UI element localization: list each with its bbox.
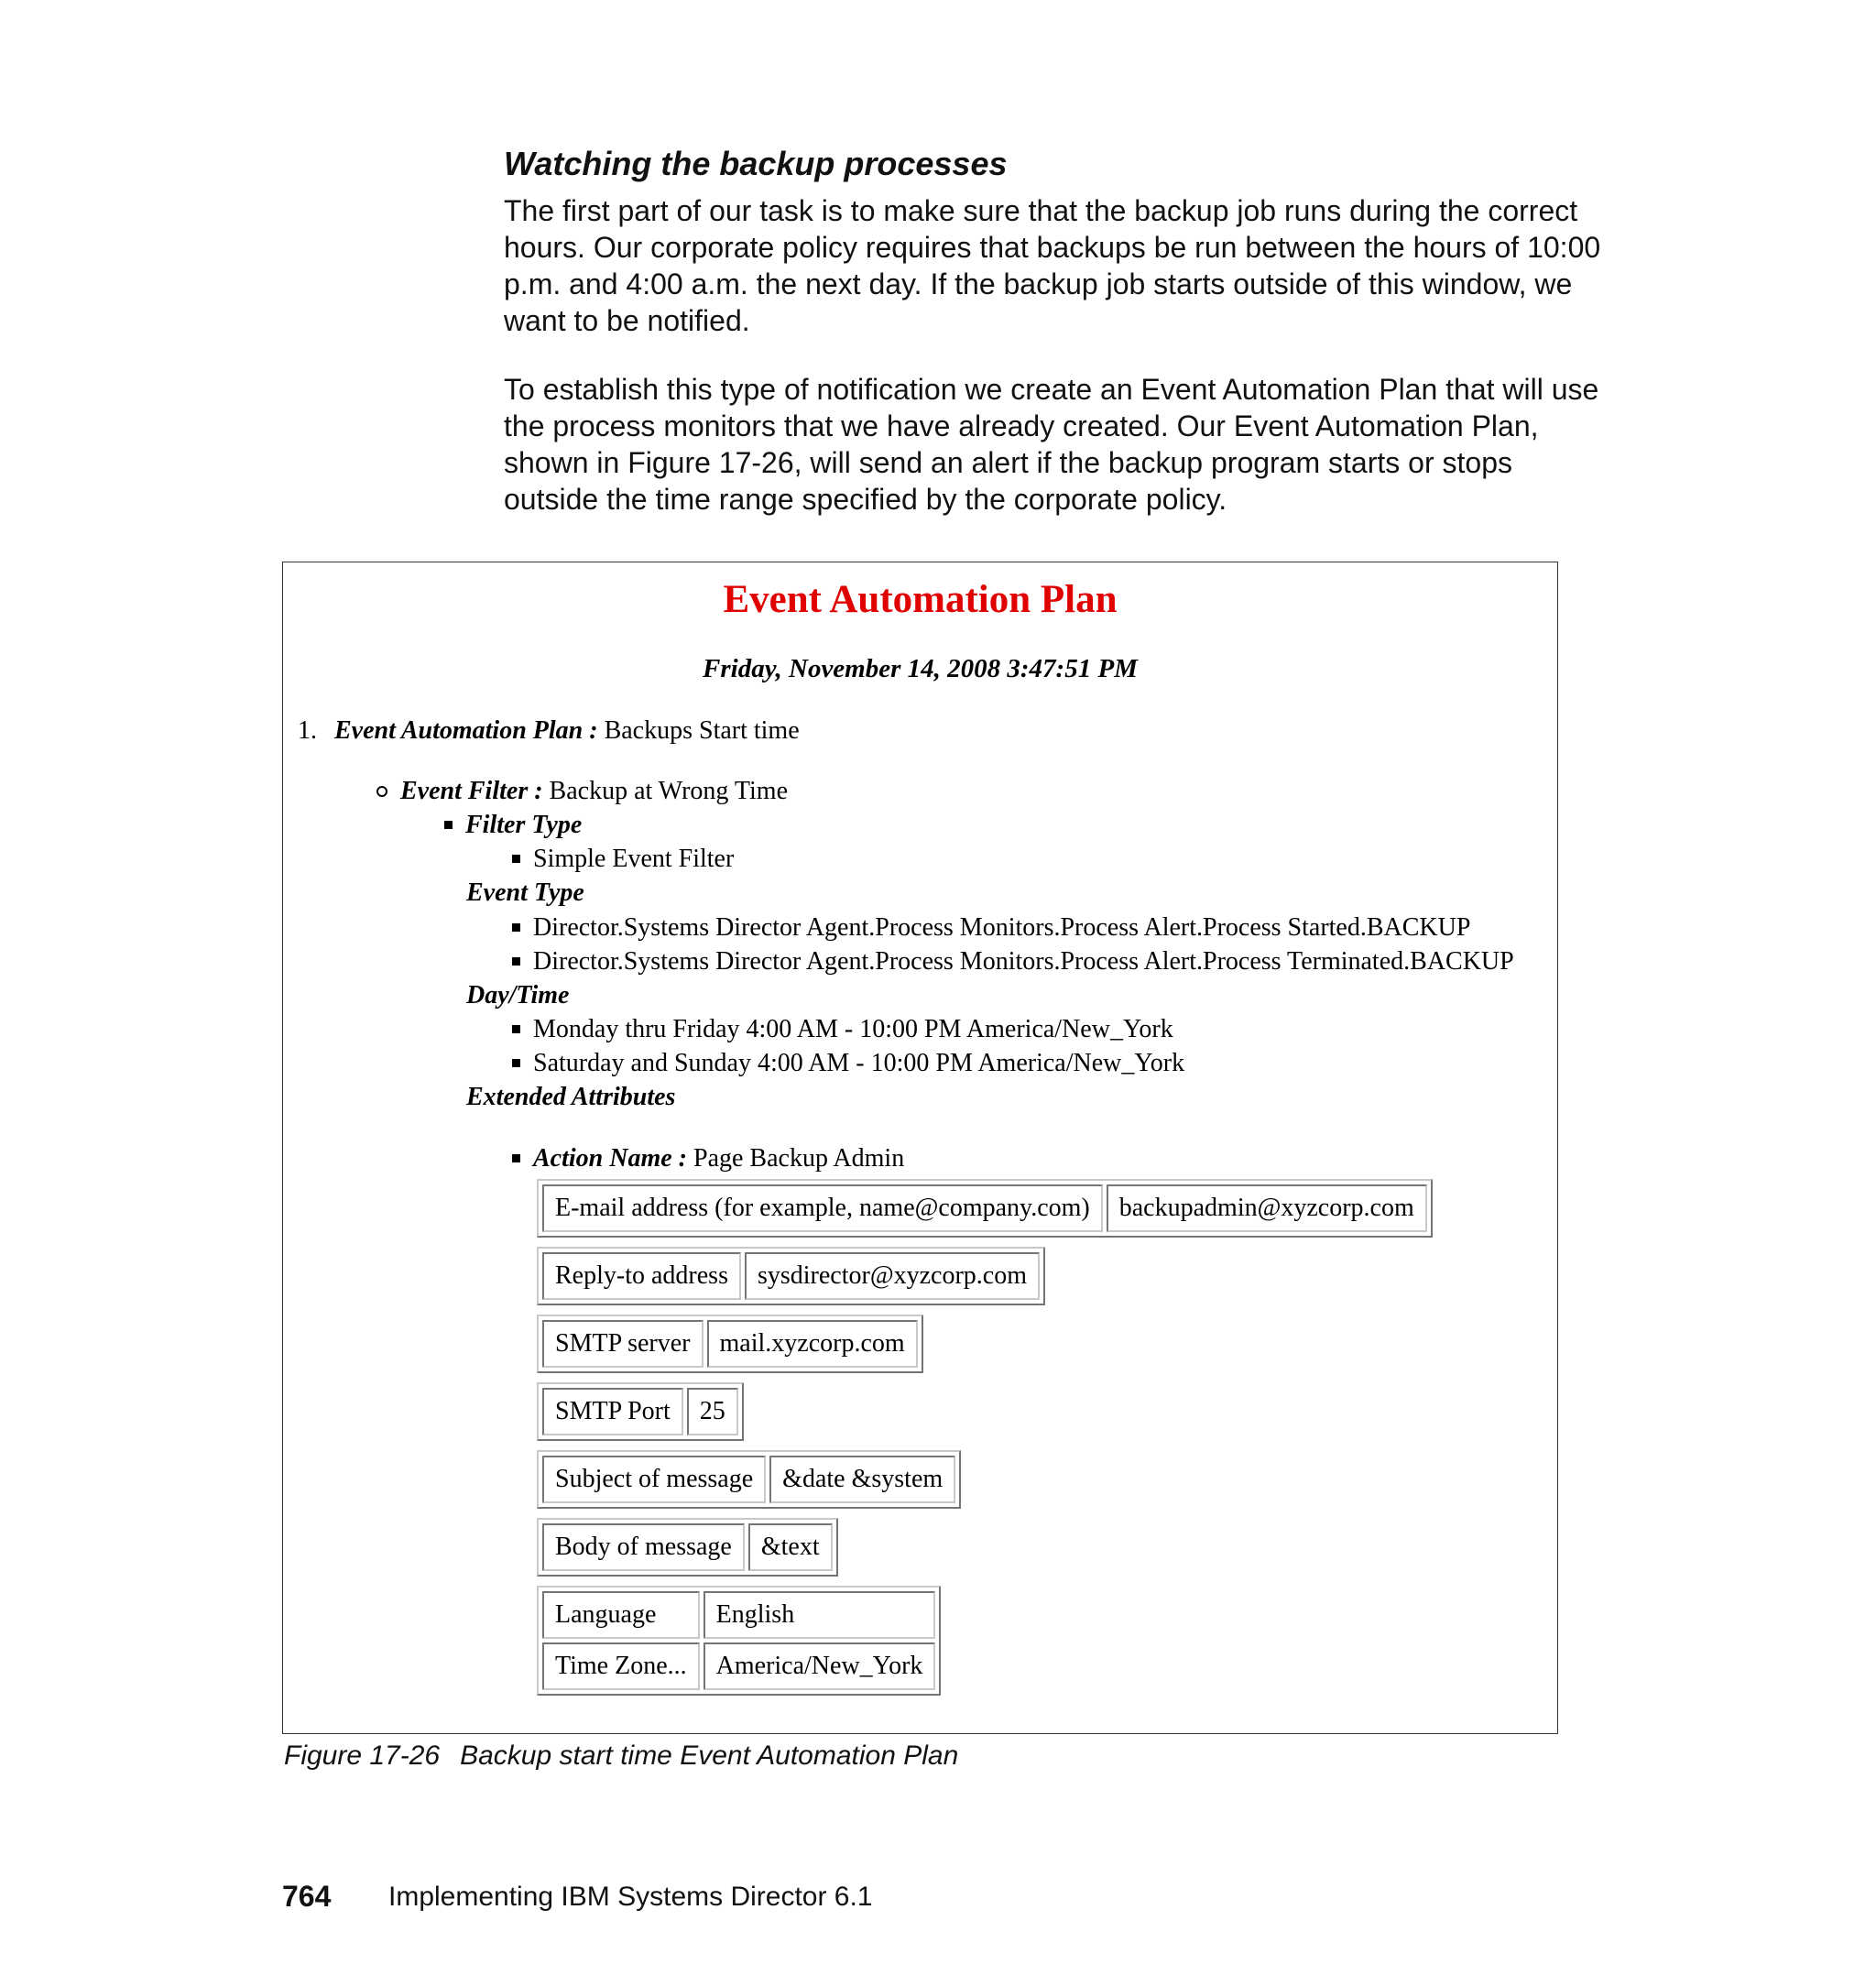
- extended-attributes-heading: Extended Attributes: [466, 1083, 676, 1111]
- figure-caption: [284, 1740, 958, 1772]
- event-filter-item: [376, 777, 788, 806]
- daytime-item: Monday thru Friday 4:00 AM - 10:00 PM America/New_York: [512, 1015, 1173, 1044]
- attribute-value: &date &system: [769, 1456, 955, 1503]
- square-bullet-icon: [512, 855, 520, 863]
- caption-title: Backup start time Event Automation Plan: [460, 1740, 959, 1771]
- table-row: [542, 1523, 833, 1571]
- plan-name: Backups Start time: [604, 716, 800, 745]
- attribute-table-email: [537, 1179, 1433, 1238]
- table-row: [542, 1591, 935, 1639]
- square-bullet-icon: [512, 923, 520, 932]
- daytime-item: Saturday and Sunday 4:00 AM - 10:00 PM America/New_York: [512, 1049, 1184, 1078]
- attribute-key: Subject of message: [542, 1456, 766, 1503]
- circle-bullet-icon: [376, 786, 387, 797]
- event-filter-label: Event Filter :: [400, 777, 543, 805]
- attribute-key: Time Zone...: [542, 1642, 700, 1690]
- square-bullet-icon: [512, 957, 520, 966]
- event-type-item: Director.Systems Director Agent.Process Monitors.Process Alert.Process Terminated.BACKUP: [512, 947, 1514, 977]
- attribute-table-smtp-server: [537, 1315, 923, 1373]
- page-number: 764: [282, 1880, 332, 1913]
- attribute-value: sysdirector@xyzcorp.com: [745, 1252, 1040, 1300]
- attribute-key: Reply-to address: [542, 1252, 741, 1300]
- event-type-item: Director.Systems Director Agent.Process Monitors.Process Alert.Process Started.BACKUP: [512, 913, 1470, 943]
- caption-number: Figure 17-26: [284, 1740, 441, 1771]
- square-bullet-icon: [512, 1154, 520, 1162]
- attribute-table-language-timezone: [537, 1586, 941, 1696]
- attribute-value: &text: [748, 1523, 833, 1571]
- action-name: Page Backup Admin: [693, 1144, 905, 1173]
- square-bullet-icon: [444, 821, 453, 829]
- section-heading: Watching the backup processes: [504, 145, 1008, 182]
- attribute-table-subject: [537, 1450, 961, 1509]
- attribute-key: SMTP server: [542, 1320, 704, 1368]
- attribute-value: America/New_York: [704, 1642, 936, 1690]
- attribute-key: E-mail address (for example, name@company.com): [542, 1184, 1103, 1232]
- action-item: [512, 1144, 904, 1173]
- figure-screenshot: [282, 562, 1558, 1734]
- plan-number: 1.: [298, 716, 317, 745]
- attribute-table-body: [537, 1518, 838, 1577]
- plan-report-date: Friday, November 14, 2008 3:47:51 PM: [703, 654, 1138, 683]
- attribute-key: SMTP Port: [542, 1388, 683, 1435]
- action-label: Action Name :: [533, 1144, 687, 1173]
- table-row: [542, 1642, 935, 1690]
- attribute-key: Body of message: [542, 1523, 745, 1571]
- attribute-table-reply-to: [537, 1247, 1045, 1305]
- plan-report-title: Event Automation Plan: [723, 578, 1118, 621]
- book-title: Implementing IBM Systems Director 6.1: [388, 1882, 873, 1912]
- table-row: [542, 1184, 1427, 1232]
- table-row: [542, 1456, 955, 1503]
- attribute-table-smtp-port: [537, 1382, 744, 1441]
- table-row: [542, 1388, 738, 1435]
- plan-label: Event Automation Plan :: [334, 716, 598, 745]
- event-type-heading: Event Type: [466, 878, 584, 907]
- plan-item: [298, 716, 800, 746]
- square-bullet-icon: [512, 1059, 520, 1067]
- attribute-value: backupadmin@xyzcorp.com: [1107, 1184, 1427, 1232]
- table-row: [542, 1320, 918, 1368]
- attribute-value: mail.xyzcorp.com: [707, 1320, 918, 1368]
- body-paragraph: The first part of our task is to make sure that the backup job runs during the correct hours. Our corporate policy requires that backups be run between the hours of 10:00 p.m. and 4:00 a.m. the next day. If the backup job starts outside of this window, we want to be notified.: [504, 194, 1601, 337]
- body-paragraph: To establish this type of notification we create an Event Automation Plan that will use the process monitors that we have already created. Our Event Automation Plan, shown in Figure 17-26, will send an alert if the backup program starts or stops outside the time range specified by the corporate policy.: [504, 373, 1599, 516]
- attribute-value: English: [704, 1591, 936, 1639]
- filter-type-value: Simple Event Filter: [512, 845, 734, 874]
- filter-type-heading: Filter Type: [444, 811, 582, 840]
- daytime-heading: Day/Time: [466, 981, 570, 1009]
- event-filter-name: Backup at Wrong Time: [549, 777, 789, 805]
- attribute-key: Language: [542, 1591, 700, 1639]
- attribute-value: 25: [687, 1388, 738, 1435]
- square-bullet-icon: [512, 1025, 520, 1033]
- table-row: [542, 1252, 1040, 1300]
